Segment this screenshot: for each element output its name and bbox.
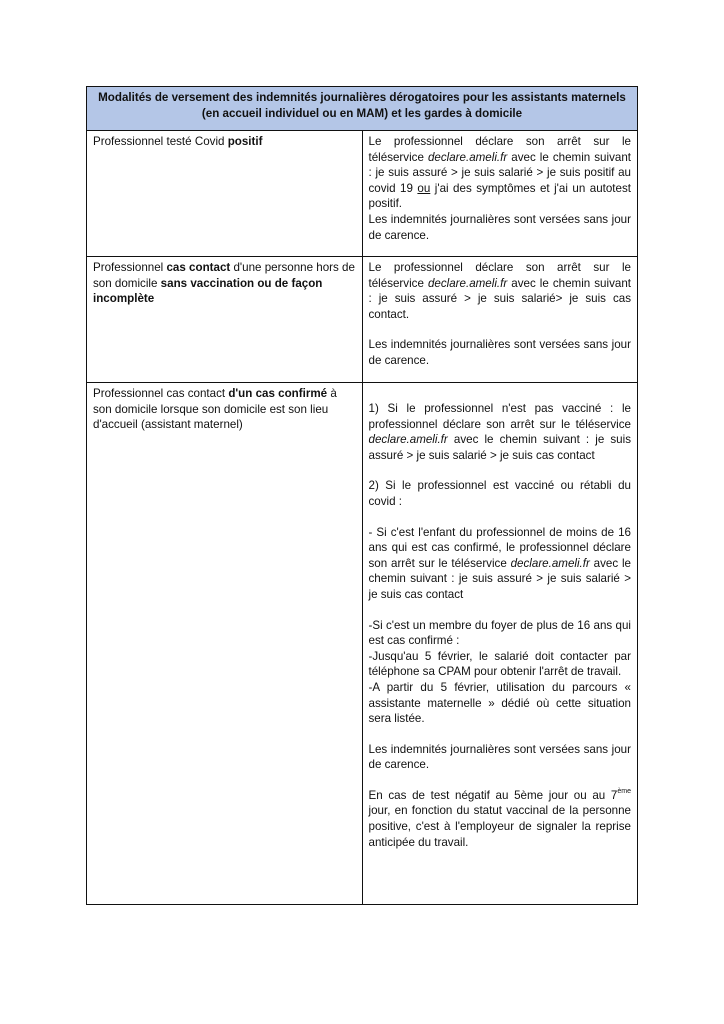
row2-paragraph-1: Le professionnel déclare son arrêt sur le téléservice declare.ameli.fr avec le chemin suivant : je suis assuré > je suis salarié> je suis cas contact. <box>368 261 631 321</box>
row3-paragraph-2: 2) Si le professionnel est vacciné ou rétabli du covid : <box>368 479 631 508</box>
row2-paragraph-2: Les indemnités journalières sont versées sans jour de carence. <box>368 338 631 367</box>
superscript-eme: ème <box>617 787 631 795</box>
indemnites-table <box>86 86 638 905</box>
header-line-2: (en accueil individuel ou en MAM) et les gardes à domicile <box>201 106 523 120</box>
teleservice-link: declare.ameli.fr <box>427 150 508 164</box>
table-row <box>87 257 638 383</box>
row2-left-bold-2: sans vaccination ou de façon incomplète <box>93 276 323 306</box>
teleservice-link: declare.ameli.fr <box>427 276 508 290</box>
table-header-cell <box>87 87 638 131</box>
teleservice-link: declare.ameli.fr <box>510 556 590 570</box>
row1-left-text: Professionnel testé Covid <box>93 135 228 148</box>
row3-paragraph-7: Les indemnités journalières sont versées sans jour de carence. <box>368 742 631 772</box>
row2-procedure-cell <box>362 257 638 383</box>
row3-paragraph-5: -Jusqu'au 5 février, le salarié doit contacter par téléphone sa CPAM pour obtenir l'arrêt de travail. <box>368 649 631 679</box>
row3-procedure-cell <box>362 383 638 905</box>
row3-left-bold: d'un cas confirmé <box>228 387 328 400</box>
row3-paragraph-3: - Si c'est l'enfant du professionnel de moins de 16 ans qui est cas confirmé, le professionnel déclare son arrêt sur le téléservice declare.ameli.fr avec le chemin suivant : je suis assuré > je suis salarié > je suis cas contact <box>368 525 631 601</box>
row3-paragraph-6: -A partir du 5 février, utilisation du parcours « assistante maternelle » dédié où cette situation sera listée. <box>368 680 631 726</box>
row3-paragraph-8: En cas de test négatif au 5ème jour ou au 7ème jour, en fonction du statut vaccinal de la personne positive, c'est à l'employeur de signaler la reprise anticipée du travail. <box>368 787 631 849</box>
row1-procedure-cell <box>362 131 638 257</box>
header-line-1: Modalités de versement des indemnités journalières dérogatoires pour les assistants maternels <box>98 91 626 104</box>
row1-paragraph-2: Les indemnités journalières sont versées sans jour de carence. <box>368 212 631 242</box>
row1-left-bold: positif <box>227 135 263 148</box>
row3-situation-cell: Professionnel cas contact d'un cas confirmé à son domicile lorsque son domicile est son lieu d'accueil (assistant maternel) <box>87 383 363 905</box>
table-row <box>87 131 638 257</box>
row1-situation-cell <box>87 131 363 257</box>
teleservice-link: declare.ameli.fr <box>368 433 448 447</box>
row2-left-bold-1: cas contact <box>166 261 231 274</box>
table-header-row <box>87 87 638 131</box>
row1-paragraph-1: Le professionnel déclare son arrêt sur le téléservice declare.ameli.fr avec le chemin suivant : je suis assuré > je suis salarié > je suis positif au covid 19 ou j'ai des symptômes et j'ai un autotest positif. <box>368 135 631 211</box>
underlined-ou: ou <box>417 181 431 195</box>
row2-situation-cell: Professionnel cas contact d'une personne hors de son domicile sans vaccination ou de façon incomplète <box>87 257 363 383</box>
row3-paragraph-1: 1) Si le professionnel n'est pas vacciné : le professionnel déclare son arrêt sur le téléservice declare.ameli.fr avec le chemin suivant : je suis assuré > je suis salarié > je suis cas contact <box>368 402 631 462</box>
table-row <box>87 383 638 905</box>
row3-paragraph-4: -Si c'est un membre du foyer de plus de 16 ans qui est cas confirmé : <box>368 618 631 648</box>
